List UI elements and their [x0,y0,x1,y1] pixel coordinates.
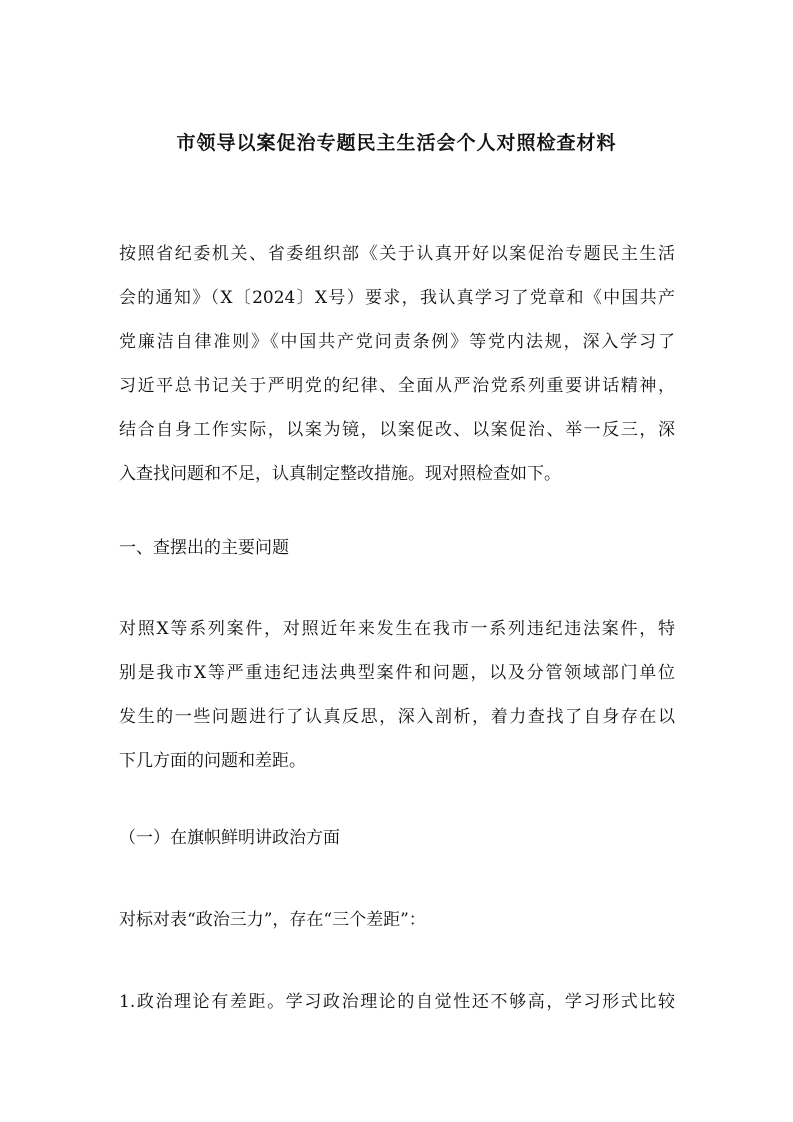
section-line-1: 对照X等系列案件，对照近年来发生在我市一系列违纪违法案件，特 [119,619,675,639]
intro-line-4: 习近平总书记关于严明党的纪律、全面从严治党系列重要讲话精神， [119,376,675,396]
section-line-2: 别是我市X等严重违纪违法典型案件和问题，以及分管领域部门单位 [119,663,675,683]
intro-line-6: 入查找问题和不足，认真制定整改措施。现对照检查如下。 [119,464,561,484]
intro-line-5: 结合自身工作实际，以案为镜，以案促改、以案促治、举一反三，深 [119,420,675,440]
section-heading: 一、查摆出的主要问题 [119,538,289,558]
intro-line-1: 按照省纪委机关、省委组织部《关于认真开好以案促治专题民主生活 [119,244,675,264]
item-line-1: 1.政治理论有差距。学习政治理论的自觉性还不够高，学习形式比较 [119,992,675,1012]
section-line-3: 发生的一些问题进行了认真反思，深入剖析，着力查找了自身存在以 [119,707,675,727]
subsection-heading: （一）在旗帜鲜明讲政治方面 [119,828,340,848]
section-line-4: 下几方面的问题和差距。 [119,751,306,771]
document-title: 市领导以案促治专题民主生活会个人对照检查材料 [176,132,617,154]
subsection-intro: 对标对表“政治三力”，存在“三个差距”： [119,910,426,930]
intro-line-2: 会的通知》（X〔2024〕X号）要求，我认真学习了党章和《中国共产 [119,288,675,308]
intro-line-3: 党廉洁自律准则》《中国共产党问责条例》等党内法规，深入学习了 [119,332,675,352]
